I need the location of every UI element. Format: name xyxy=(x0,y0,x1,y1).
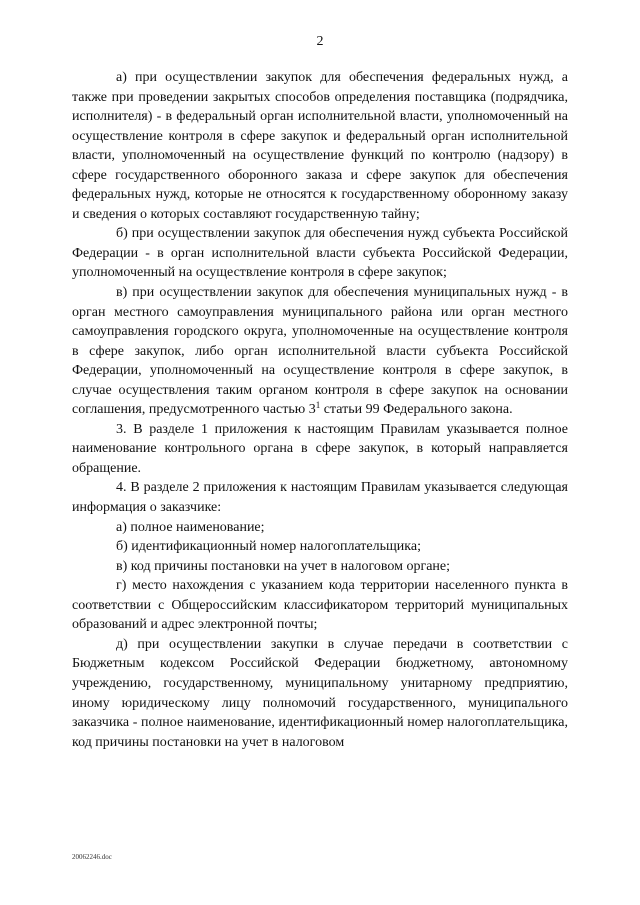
paragraph-a-federal: а) при осуществлении закупок для обеспечения федеральных нужд, а также при проведении закрытых способов определения поставщика (подрядчика, исполнителя) - в федеральный орган исполнительной власти, уполномоченный на осуществление контроля в сфере закупок и федеральный орган исполнительной власти, уполномоченный на осуществление функций по контролю (надзору) в сфере государственного оборонного заказа и сфере закупок для обеспечения федеральных нужд, которые не относятся к государственному оборонному заказу и сведения о которых составляют государственную тайну; xyxy=(72,70,568,222)
paragraph-3-section-1: 3. В разделе 1 приложения к настоящим Правилам указывается полное наименование контрольного органа в сфере закупок, в который направляется обращение. xyxy=(72,421,568,476)
item-v-kpp: в) код причины постановки на учет в налоговом органе; xyxy=(116,558,451,574)
superscript-one: 1 xyxy=(315,400,321,411)
item-d-delegation: д) при осуществлении закупки в случае передачи в соответствии с Бюджетным кодексом Российской Федерации бюджетному, автономному учреждению, государственному, муниципальному унитарному предприятию, иному юридическому лицу полномочий государственного, муниципального заказчика - полное наименование, идентификационный номер налогоплательщика, код причины постановки на учет в налоговом xyxy=(72,636,568,750)
paragraph-b-subject: б) при осуществлении закупок для обеспечения нужд субъекта Российской Федерации - в орган исполнительной власти субъекта Российской Федерации, уполномоченный на осуществление контроля в сфере закупок; xyxy=(72,226,568,281)
paragraph-v-municipal xyxy=(72,283,568,420)
paragraph-v-tail: статьи 99 Федерального закона. xyxy=(320,402,513,418)
item-g-location: г) место нахождения с указанием кода территории населенного пункта в соответствии с Общероссийским классификатором территорий муниципальных образований и адрес электронной почты; xyxy=(72,578,568,633)
paragraph-4-section-2: 4. В разделе 2 приложения к настоящим Правилам указывается следующая информация о заказчике: xyxy=(72,480,568,516)
paragraph-v-text: в) при осуществлении закупок для обеспечения муниципальных нужд - в орган местного самоуправления муниципального района или орган местного самоуправления городского округа, уполномоченные на осуществление контроля в сфере закупок, либо орган исполнительной власти субъекта Российской Федерации, уполномоченный на осуществление контроля в сфере закупок, в случае осуществления таким органом контроля в сфере закупок на основании соглашения, предусмотренного частью 3 xyxy=(72,285,568,418)
document-body xyxy=(72,68,568,752)
item-a-full-name: а) полное наименование; xyxy=(116,519,265,535)
page-number: 2 xyxy=(316,34,324,49)
footer-filename: 20062246.doc xyxy=(72,853,112,861)
item-b-tax-id: б) идентификационный номер налогоплательщика; xyxy=(116,539,421,555)
